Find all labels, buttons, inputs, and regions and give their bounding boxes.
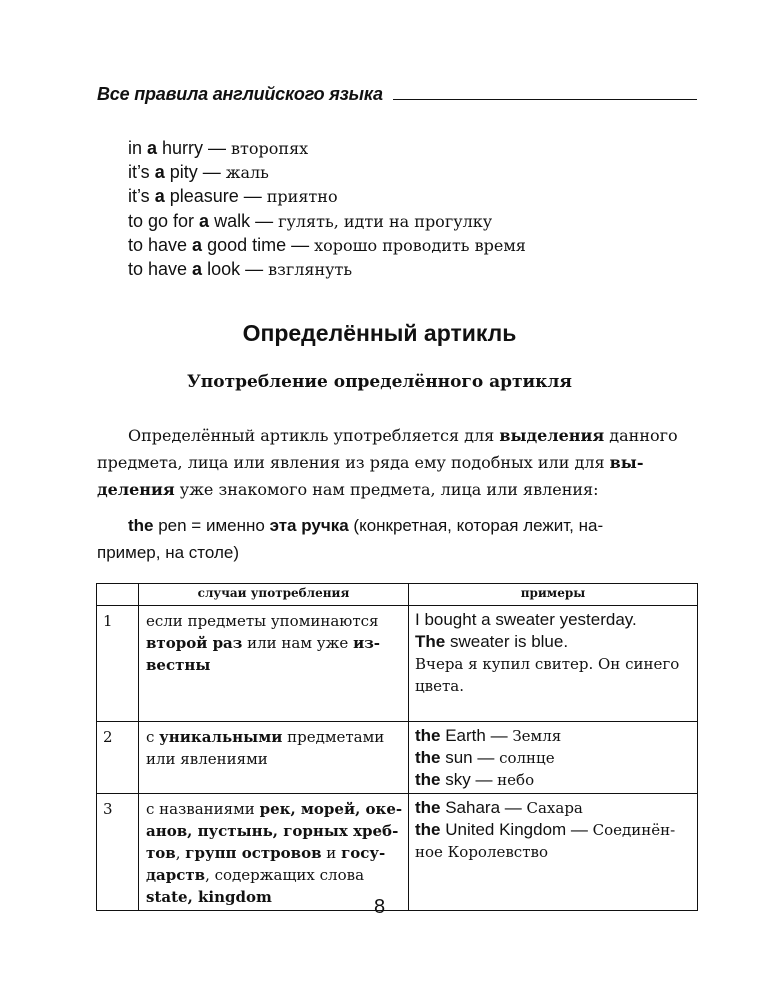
intro-paragraph: Определённый артикль употребляется для выделения данного предмета, лица или явления из ряда ему подобных или для вы- деления уже знакомого нам предмета, лица или явления: bbox=[97, 426, 678, 499]
table-row bbox=[97, 794, 698, 911]
row-number: 1 bbox=[97, 606, 139, 722]
header-num bbox=[97, 584, 139, 606]
use-case-cell: с уникальными предметами или явлениями bbox=[139, 722, 409, 794]
book-title: Все правила английского языка bbox=[97, 84, 383, 104]
example-cell: I bought a sweater yesterday. The sweater is blue. Вчера я купил свитер. Он синего цвета. bbox=[409, 606, 698, 722]
page-number: 8 bbox=[373, 896, 386, 918]
phrase-list bbox=[128, 137, 526, 282]
list-item: to go for a walk — гулять, идти на прогулку bbox=[128, 210, 493, 231]
table-row bbox=[97, 722, 698, 794]
subsection-title: Употребление определённого артикля bbox=[187, 372, 572, 392]
row-number: 2 bbox=[97, 722, 139, 794]
table-row bbox=[97, 606, 698, 722]
header-rule bbox=[393, 99, 697, 100]
running-header bbox=[97, 84, 697, 105]
example-cell: the Sahara — Сахара the United Kingdom — Соединён- ное Королевство bbox=[409, 794, 698, 911]
use-case-cell: если предметы упоминаются второй раз или нам уже из- вестны bbox=[139, 606, 409, 722]
example-paragraph: the pen = именно эта ручка (конкретная, которая лежит, на- пример, на столе) bbox=[97, 516, 604, 562]
example-cell: the Earth — Земля the sun — солнце the sky — небо bbox=[409, 722, 698, 794]
header-examples: примеры bbox=[409, 584, 698, 606]
list-item: it’s a pity — жаль bbox=[128, 162, 269, 183]
list-item: in a hurry — второпях bbox=[128, 138, 309, 158]
use-case-cell: с названиями рек, морей, оке- анов, пустынь, горных хреб- тов, групп островов и госу- дарств, содержащих слова state, kingdom bbox=[139, 794, 409, 911]
usage-table bbox=[96, 583, 698, 911]
list-item: it’s a pleasure — приятно bbox=[128, 186, 338, 207]
section-title: Определённый артикль bbox=[242, 320, 517, 346]
row-number: 3 bbox=[97, 794, 139, 911]
list-item: to have a look — взглянуть bbox=[128, 259, 353, 280]
table-header-row bbox=[97, 584, 698, 606]
header-use-cases: случаи употребления bbox=[139, 584, 409, 606]
list-item: to have a good time — хорошо проводить время bbox=[128, 234, 526, 255]
